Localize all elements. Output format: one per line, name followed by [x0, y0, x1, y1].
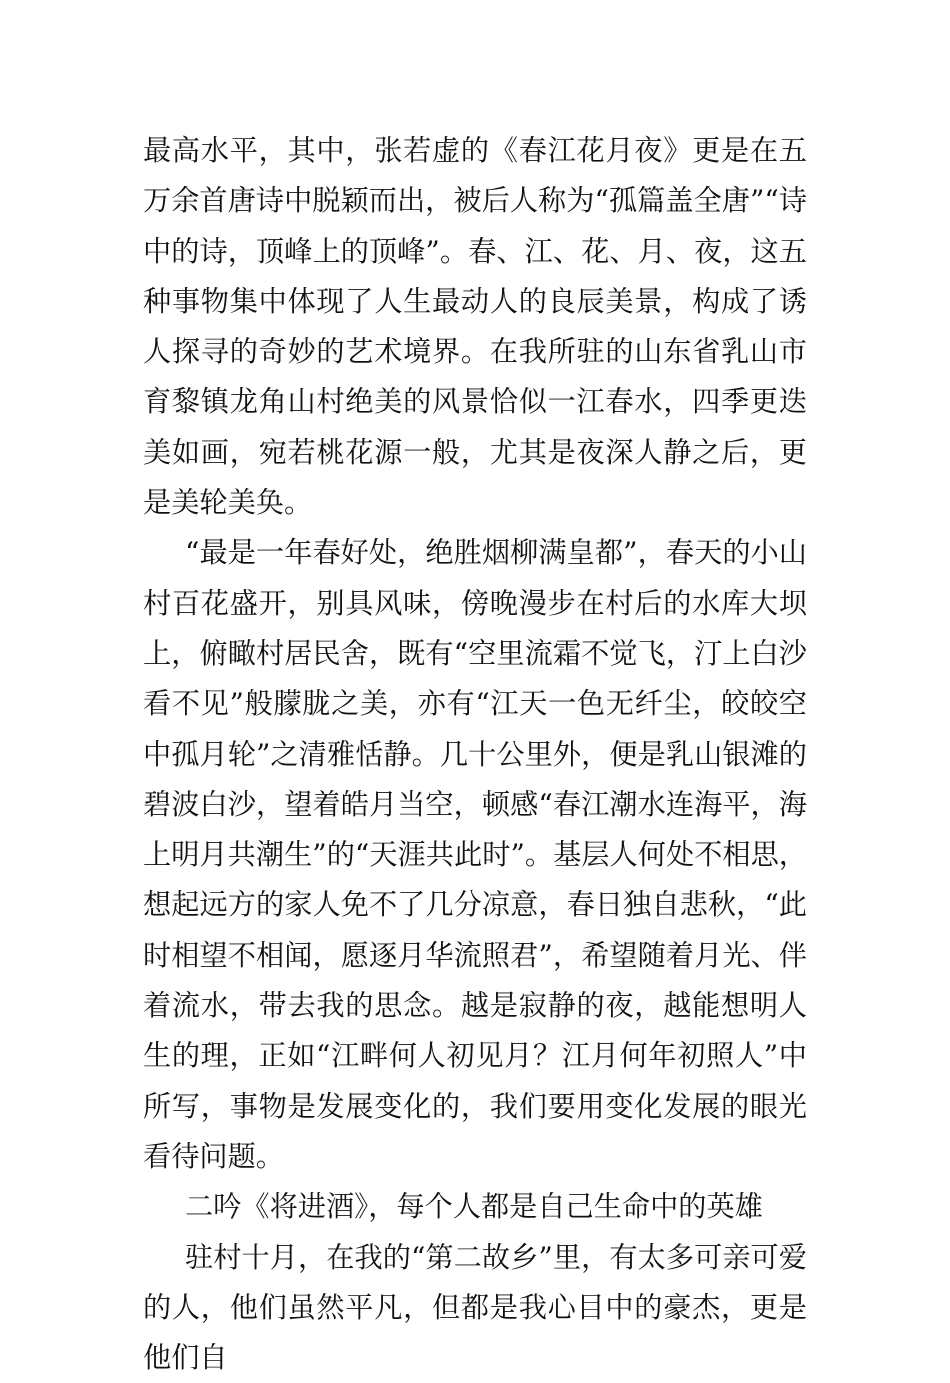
document-body — [143, 126, 807, 1383]
section-heading: 二吟《将进酒》，每个人都是自己生命中的英雄 — [185, 1190, 763, 1224]
paragraph-1: 最高水平，其中，张若虚的《春江花月夜》更是在五万余首唐诗中脱颖而出，被后人称为“孤篇盖全唐”“诗中的诗，顶峰上的顶峰”。春、江、花、月、夜，这五种事物集中体现了人生最动人的良辰美景，构成了诱人探寻的奇妙的艺术境界。在我所驻的山东省乳山市育黎镇龙角山村绝美的风景恰似一江春水，四季更迭美如画，宛若桃花源一般，尤其是夜深人静之后，更是美轮美奂。 — [143, 134, 807, 520]
paragraph-3: 驻村十月，在我的“第二故乡”里，有太多可亲可爱的人，他们虽然平凡，但都是我心目中的豪杰，更是他们自 — [143, 1240, 807, 1375]
paragraph-2: “最是一年春好处，绝胜烟柳满皇都”，春天的小山村百花盛开，别具风味，傍晚漫步在村后的水库大坝上，俯瞰村居民舍，既有“空里流霜不觉飞，汀上白沙看不见”般朦胧之美，亦有“江天一色无纤尘，皎皎空中孤月轮”之清雅恬静。几十公里外，便是乳山银滩的碧波白沙，望着皓月当空，顿感“春江潮水连海平，海上明月共潮生”的“天涯共此时”。基层人何处不相思，想起远方的家人免不了几分凉意，春日独自悲秋，“此时相望不相闻，愿逐月华流照君”，希望随着月光、伴着流水，带去我的思念。越是寂静的夜，越能想明人生的理，正如“江畔何人初见月？江月何年初照人”中所写，事物是发展变化的，我们要用变化发展的眼光看待问题。 — [143, 536, 807, 1173]
